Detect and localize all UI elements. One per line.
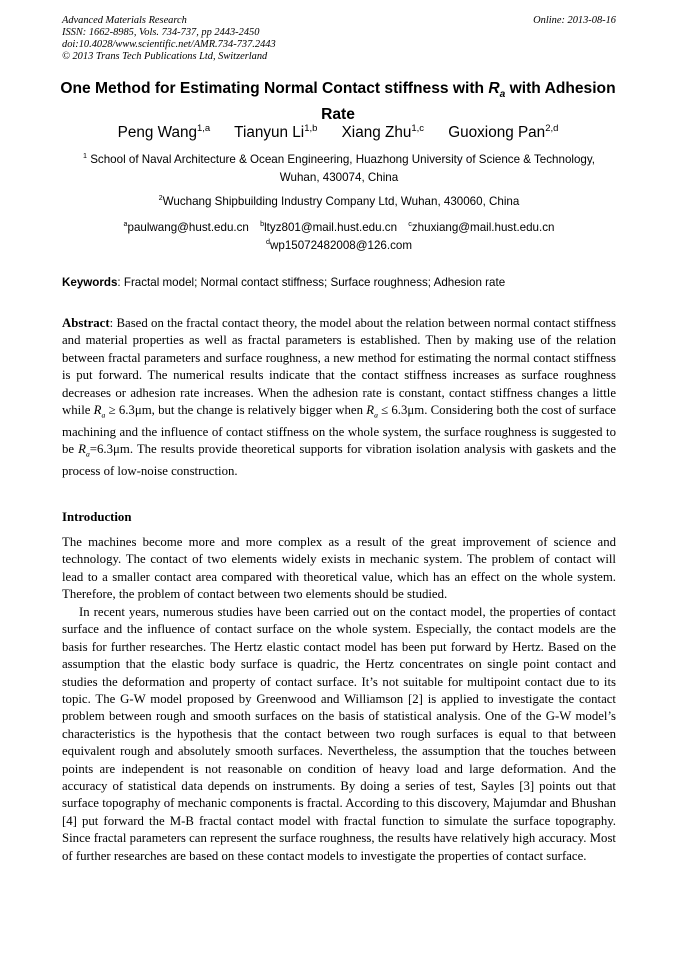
- keywords: [62, 275, 616, 291]
- introduction-paragraph-1: The machines become more and more complex as a result of the great improvement of science and technology. The contact of two elements widely exists in mechanic system. The problem of contact will lead to a smaller contact area compared with theoretical value, which has an effect on the whole system. Therefore, the problem of contact between two elements should be studied.: [62, 535, 616, 602]
- email-b[interactable]: ltyz801@mail.hust.edu.cn: [264, 221, 398, 234]
- abstract-symbol-3: R: [78, 442, 86, 457]
- abstract-symbol-2: R: [366, 403, 375, 418]
- author-2-sup: 1,b: [304, 122, 318, 134]
- title-symbol: R: [488, 80, 500, 97]
- affiliation-2-text: Wuchang Shipbuilding Industry Company Ltd, Wuhan, 430060, China: [162, 195, 520, 208]
- title-subscript: a: [499, 89, 506, 101]
- abstract-label: Abstract: [62, 316, 110, 330]
- email-list: [62, 219, 616, 255]
- keywords-label: Keywords: [62, 276, 118, 289]
- author-1-sup: 1,a: [197, 122, 211, 134]
- author-3-sup: 1,c: [411, 122, 424, 134]
- email-b-sup: b: [260, 219, 265, 229]
- author-list: [60, 123, 616, 143]
- affiliation-2-sup: 2: [158, 193, 163, 203]
- introduction-paragraph-2: In recent years, numerous studies have been carried out on the contact model, the properties of contact surface and the influence of contact surface on the whole system. Especially, the contact models are the basis for further researches. The Hertz elastic contact model has been put forward by Hertz. Based on the assumption that the elastic body surface is quadric, the Hertz concentrates on single point contact and studies the deformation and property of contact surface. It’s not suitable for multipoint contact due to its topic. The G-W model proposed by Greenwood and Williamson [2] is applied to investigate the contact problem between rough and smooth surfaces on the basis of statistical analysis. One of the G-W model’s characteristics is the hypothesis that the contact between two rough surfaces is equal to that between equivalent rough and absolutely smooth surfaces. Nevertheless, the assumption that the touches between points are independent is not reasonable on condition of heavy load and large deformation. And the accuracy of statistical data depends on instruments. By doing a series of test, Sayles [3] points out that surface topography of mechanic components is fractal. According to this discovery, Majumdar and Bhushan [4] put forward the M-B fractal contact model with fractal function to simulate the surface topography. Since fractal parameters can represent the surface roughness, the results have relatively high accuracy. Most of further researches are based on these contact models to investigate the properties of contact surface.: [62, 605, 616, 863]
- abstract-text-3: ≤ 6.3μm. Considering both the cost of surface machining and the influence of contact stiffness on the whole system, the surface roughness is suggested to be: [62, 403, 616, 457]
- copyright-line: © 2013 Trans Tech Publications Ltd, Switzerland: [62, 51, 268, 62]
- email-c[interactable]: zhuxiang@mail.hust.edu.cn: [411, 221, 555, 234]
- email-d[interactable]: wp15072482008@126.com: [270, 239, 412, 252]
- email-a[interactable]: paulwang@hust.edu.cn: [127, 221, 249, 234]
- affiliation-2: [62, 193, 616, 211]
- introduction-heading: Introduction: [62, 510, 132, 524]
- abstract-sub-3: a: [85, 449, 90, 459]
- affiliation-1-text: School of Naval Architecture & Ocean Engineering, Huazhong University of Science & Technology, Wuhan, 430074, China: [90, 153, 596, 184]
- issn-line: ISSN: 1662-8985, Vols. 734-737, pp 2443-2450: [62, 27, 260, 38]
- journal-header: [62, 15, 276, 63]
- email-d-sup: d: [266, 237, 270, 247]
- author-4-name: Guoxiong Pan: [448, 124, 546, 141]
- abstract-text-4: =6.3μm. The results provide theoretical supports for vibration isolation analysis with gaskets and the process of low-noise construction.: [62, 442, 617, 479]
- author-1-name: Peng Wang: [117, 124, 198, 141]
- journal-name: Advanced Materials Research: [62, 15, 187, 26]
- abstract-sub-1: a: [101, 410, 106, 420]
- affiliation-1-sup: 1: [82, 151, 87, 161]
- author-2-name: Tianyun Li: [234, 124, 305, 141]
- online-date: Online: 2013-08-16: [533, 15, 616, 26]
- doi-line: doi:10.4028/www.scientific.net/AMR.734-737.2443: [62, 39, 276, 50]
- author-4-sup: 2,d: [545, 122, 559, 134]
- abstract-text-2: ≥ 6.3μm, but the change is relatively bigger when: [105, 403, 367, 418]
- abstract-symbol-1: R: [93, 403, 102, 418]
- affiliation-1: [62, 151, 616, 187]
- keywords-text: : Fractal model; Normal contact stiffness; Surface roughness; Adhesion rate: [117, 276, 506, 289]
- abstract-sub-2: a: [374, 410, 378, 420]
- paper-title: [60, 79, 616, 125]
- title-text-before: One Method for Estimating Normal Contact stiffness with: [60, 80, 489, 97]
- email-a-sup: a: [123, 219, 128, 229]
- abstract-text-1: : Based on the fractal contact theory, the model about the relation between normal contact stiffness and material properties as well as fractal parameters is established. Then by making use of the relation between fractal parameters and surface roughness, a new method for estimating the normal contact stiffness is put forward. The numerical results indicate that the contact stiffness increases as surface roughness decreases or adhesion rate increases. When the adhesion rate is constant, contact stiffness changes a little while: [62, 316, 616, 418]
- author-3-name: Xiang Zhu: [341, 124, 412, 141]
- abstract: [62, 315, 616, 481]
- email-c-sup: c: [408, 219, 412, 229]
- title-text-after: with Adhesion Rate: [321, 80, 616, 124]
